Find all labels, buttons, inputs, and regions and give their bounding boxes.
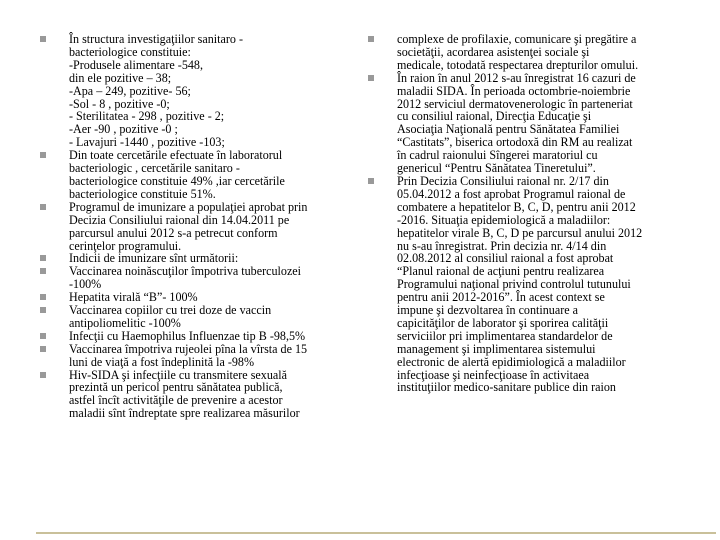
text-line: instituţiilor medico-sanitare publice din raion [397, 380, 616, 395]
text-line: Vaccinarea noinăscuţilor împotriva tuberculozei [69, 264, 302, 279]
text-line: management şi implimentarea sistemului [397, 341, 596, 356]
right-bullet-list [368, 33, 712, 394]
text-line: prezintă un pericol pentru sănătatea publică, [69, 380, 283, 395]
text-line: antipoliomelitic -100% [69, 315, 181, 330]
text-line: “Planul raional de acţiuni pentru realizarea [397, 264, 605, 279]
text-line: impune şi dezvoltarea în continuare a [397, 303, 578, 318]
text-line: bacteriologic , cercetările sanitaro - [69, 161, 240, 176]
text-line: Indicii de imunizare sînt următorii: [69, 251, 239, 266]
text-line: maladii sînt îndreptate spre realizarea măsurilor [69, 406, 300, 421]
text-line: -2016. Situaţia epidemiologică a maladiilor: [397, 212, 611, 227]
text-line: - Lavajuri -1440 , pozitive -103; [69, 135, 225, 150]
text-line: astfel încît activităţile de prevenire a acestor [69, 393, 283, 408]
text-line: 05.04.2012 a fost aprobat Programul raional de [397, 186, 626, 201]
square-bullet-icon [40, 36, 46, 42]
text-line: societăţii, acordarea asistenţei sociale şi [397, 44, 590, 59]
text-line: Hepatita virală “B”- 100% [69, 290, 198, 305]
text-line: - Sterilitatea - 298 , pozitive - 2; [69, 109, 225, 124]
text-line: Din toate cercetările efectuate în laboratorul [69, 148, 283, 163]
text-line: electronic de alertă epidimiologică a maladiilor [397, 354, 626, 369]
text-line: bacteriologice constituie: [69, 44, 191, 59]
left-bullet-list [40, 33, 352, 420]
square-bullet-icon [368, 178, 374, 184]
list-item [40, 330, 352, 343]
text-line: nu s-au înregistrat. Prin decizia nr. 4/14 din [397, 238, 607, 253]
text-line: capicităţilor de laborator şi sporirea calităţii [397, 315, 609, 330]
text-line: În raion în anul 2012 s-au înregistrat 16 cazuri de [397, 70, 636, 85]
text-line: complexe de profilaxie, comunicare şi pregătire a [397, 32, 637, 46]
square-bullet-icon [40, 294, 46, 300]
text-line: Asociaţia Naţională pentru Sănătatea Familiei [397, 122, 620, 137]
text-line: “Castitats”, biserica ortodoxă din RM au realizat [397, 135, 633, 150]
text-line: hepatitelor virale B, C, D pe parcursul anului 2012 [397, 225, 643, 240]
text-line: combatere a hepatitelor B, C, D, pentru anii 2012 [397, 199, 636, 214]
bottom-divider [36, 532, 716, 534]
text-line: cu consiliul raional, Direcţia Educaţie şi [397, 109, 592, 124]
text-line: Vaccinarea împotriva rujeolei pîna la vîrsta de 15 [69, 341, 308, 356]
text-line: bacteriologice constituie 49% ,iar cercetările [69, 173, 285, 188]
text-line: Infecţii cu Haemophilus Influenzae tip B -98,5% [69, 328, 306, 343]
list-item [368, 72, 712, 175]
text-line: Hiv-SIDA şi infecţiile cu transmitere sexuală [69, 367, 287, 382]
text-line: infecţioase şi neinfecţioase în activitaea [397, 367, 590, 382]
list-item [40, 343, 352, 369]
square-bullet-icon [40, 346, 46, 352]
right-column [368, 33, 712, 394]
text-line: Programul de imunizare a populaţiei aprobat prin [69, 199, 308, 214]
text-line: -Produsele alimentare -548, [69, 57, 203, 72]
text-line: genericul “Pentru Sănătatea Tineretului”. [397, 161, 596, 176]
text-line: 2012 serviciul dermatovenerologic în parteneriat [397, 96, 633, 111]
text-line: luni de viaţă a fost îndeplinită la -98% [69, 354, 255, 369]
text-line: serviciilor pri implimentarea standardelor de [397, 328, 613, 343]
list-item [40, 304, 352, 330]
text-line: 02.08.2012 al consiliul raional a fost aprobat [397, 251, 614, 266]
square-bullet-icon [40, 152, 46, 158]
text-line: maladii SIDA. În perioada octombrie-noiembrie [397, 83, 631, 98]
list-item [368, 175, 712, 394]
square-bullet-icon [368, 36, 374, 42]
square-bullet-icon [40, 255, 46, 261]
list-item [40, 201, 352, 253]
text-line: cerinţelor programului. [69, 238, 182, 253]
list-item [40, 33, 352, 149]
text-line: pentru anii 2012-2016”. În acest context se [397, 290, 605, 305]
text-line: parcursul anului 2012 s-a petrecut conform [69, 225, 278, 240]
square-bullet-icon [40, 372, 46, 378]
text-line: Decizia Consiliului raional din 14.04.2011 pe [69, 212, 290, 227]
list-item [40, 149, 352, 201]
square-bullet-icon [368, 75, 374, 81]
text-line: -Aer -90 , pozitive -0 ; [69, 122, 178, 137]
text-line: în cadrul raionului Sîngerei maratoriul cu [397, 148, 598, 163]
text-line: Prin Decizia Consiliului raional nr. 2/17 din [397, 173, 609, 188]
list-item [40, 369, 352, 421]
square-bullet-icon [40, 333, 46, 339]
text-line: bacteriologice constituie 51%. [69, 186, 216, 201]
text-line: -Apa – 249, pozitive- 56; [69, 83, 191, 98]
text-line: Vaccinarea copiilor cu trei doze de vaccin [69, 303, 272, 318]
text-line: medicale, totodată respectarea drepturilor omului. [397, 57, 639, 72]
text-line: În structura investigaţiilor sanitaro - [69, 32, 243, 46]
list-item [368, 33, 712, 72]
list-item [40, 265, 352, 291]
square-bullet-icon [40, 268, 46, 274]
text-line: -100% [69, 277, 102, 292]
square-bullet-icon [40, 307, 46, 313]
left-column [40, 33, 352, 420]
square-bullet-icon [40, 204, 46, 210]
text-line: -Sol - 8 , pozitive -0; [69, 96, 170, 111]
text-line: Programului naţional privind controlul tutunului [397, 277, 631, 292]
text-line: din ele pozitive – 38; [69, 70, 172, 85]
